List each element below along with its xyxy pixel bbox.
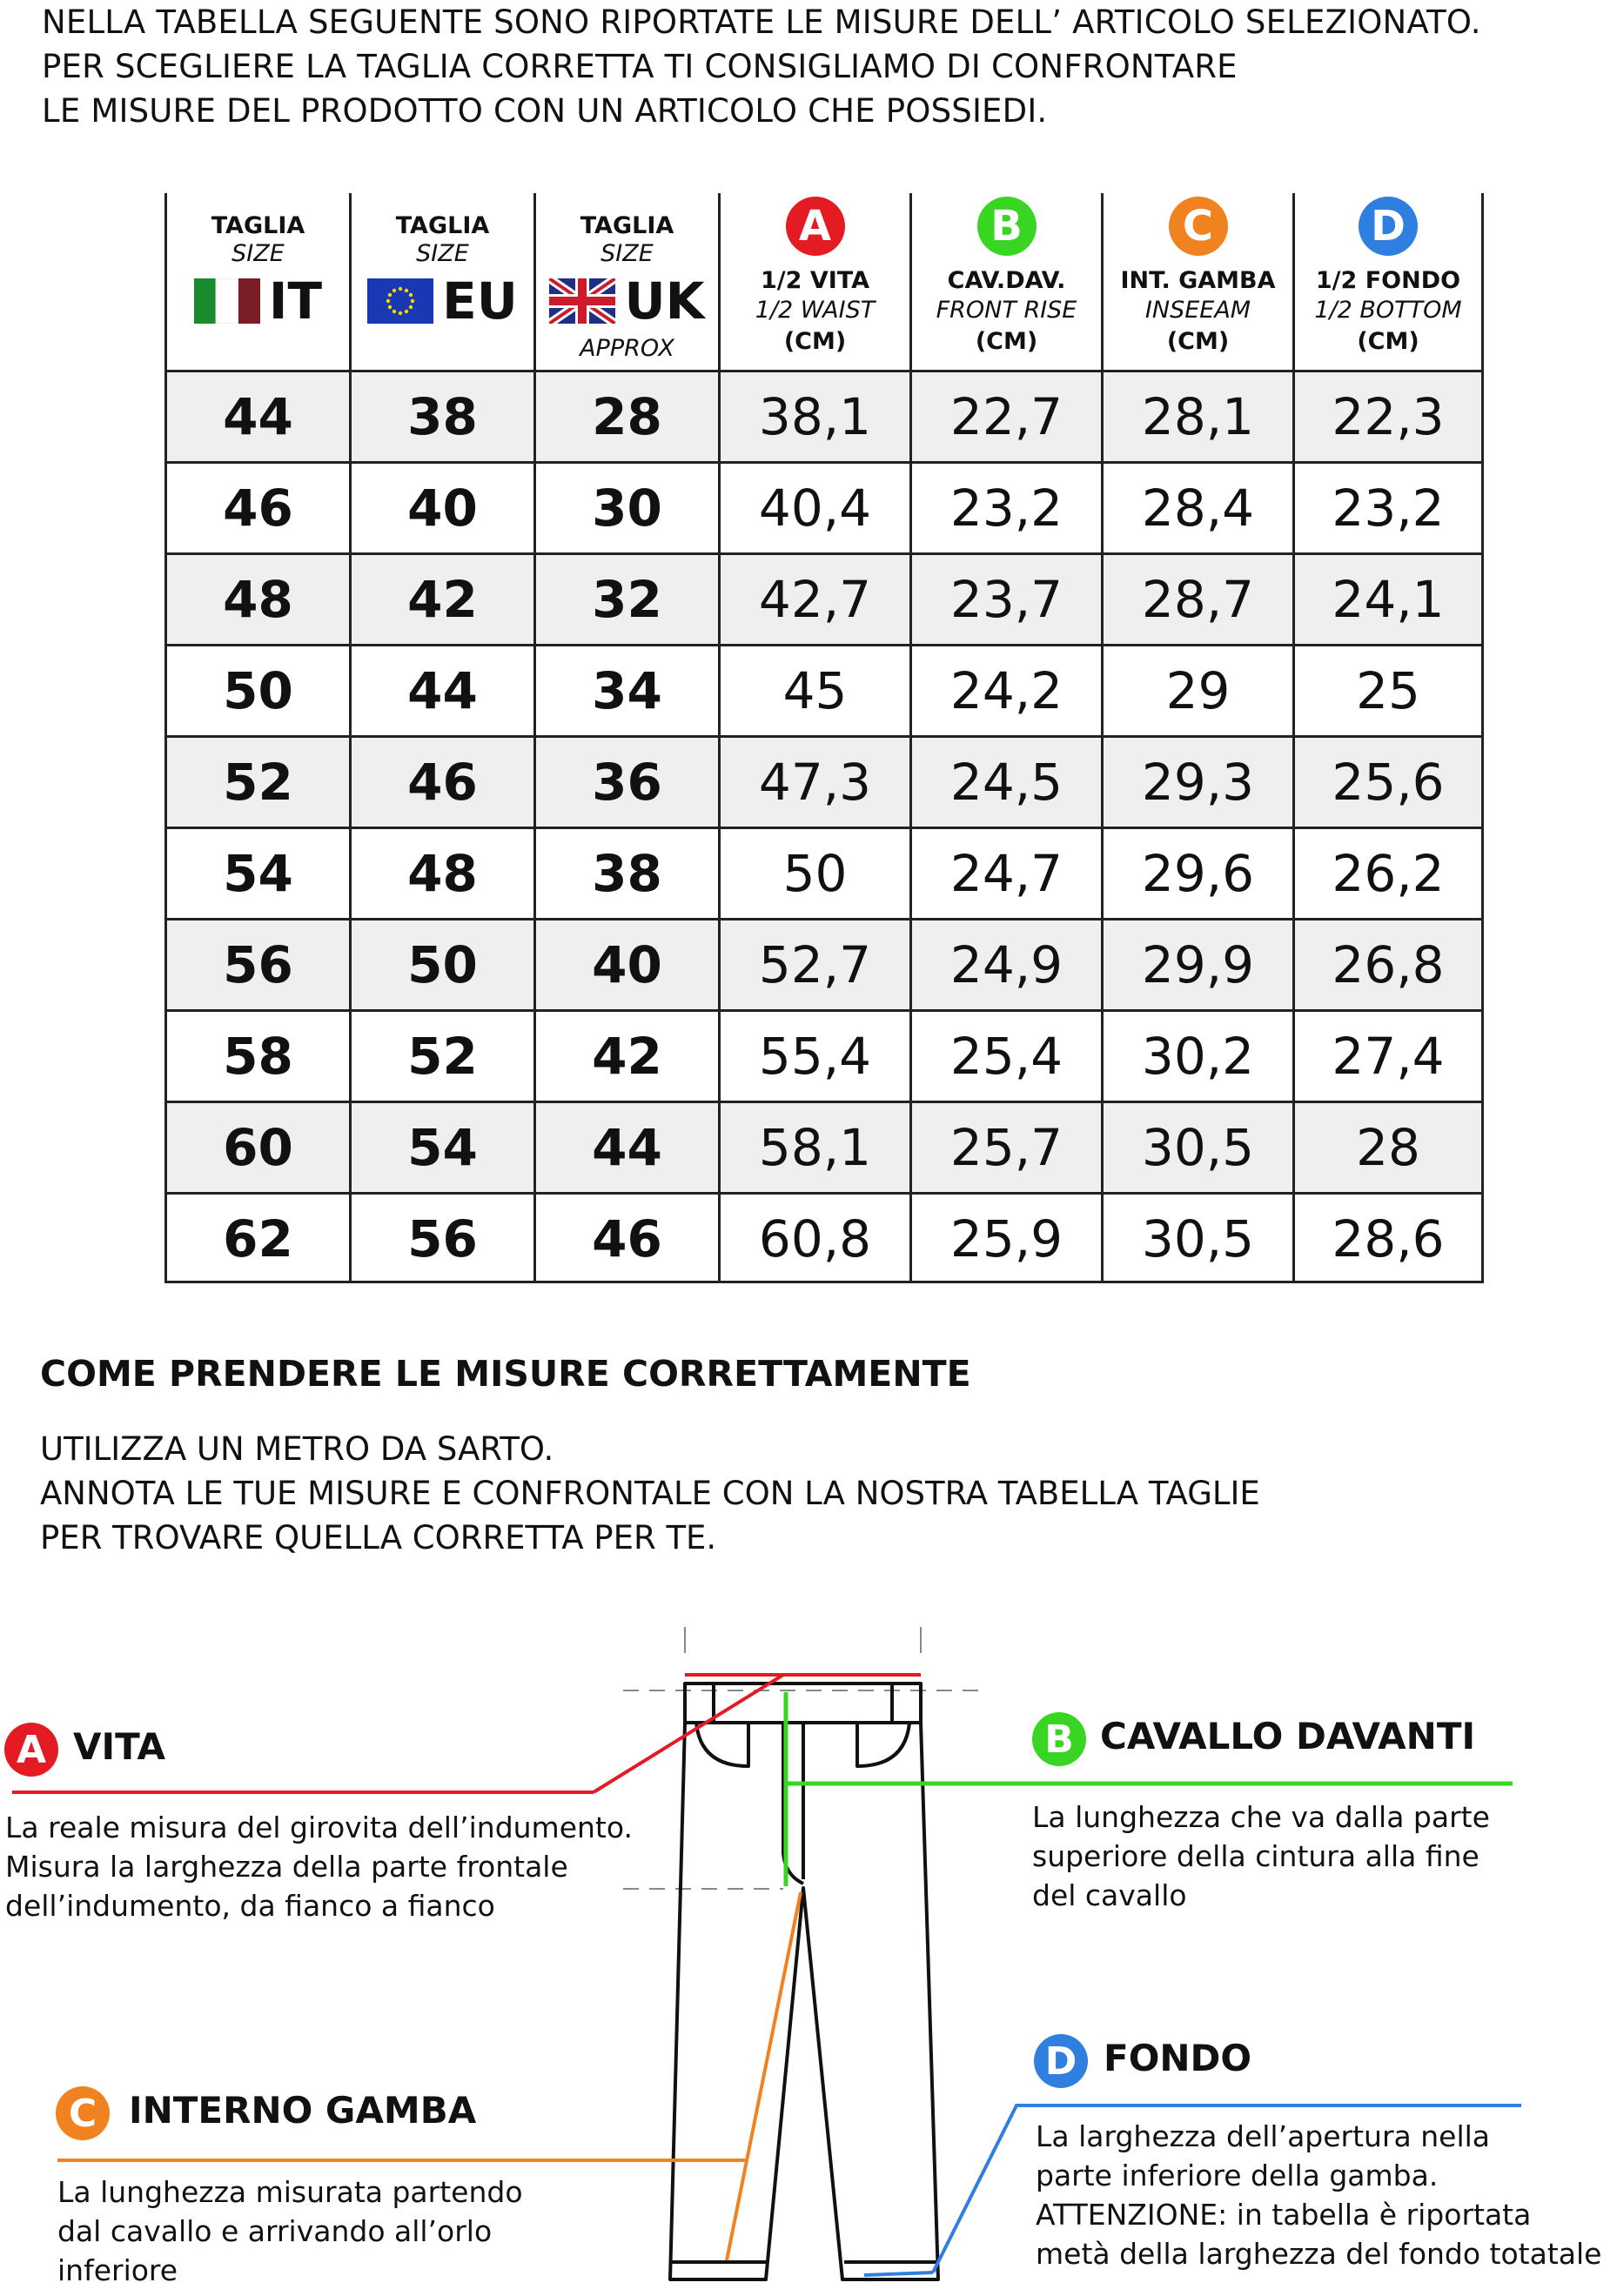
label-a-description	[5, 1808, 633, 1925]
cell-inseam: 30,2	[1101, 1012, 1292, 1101]
header-code-it: IT	[268, 271, 323, 331]
description-line: del cavallo	[1032, 1878, 1187, 1912]
cell-front-rise: 25,7	[909, 1103, 1101, 1192]
header-measure-unit: (CM)	[975, 328, 1038, 355]
cell-size-eu: 52	[349, 1012, 533, 1101]
description-line: La reale misura del girovita dell’indumento.	[5, 1811, 633, 1844]
cell-bottom: 22,3	[1292, 372, 1484, 461]
header-measure-name: INT. GAMBA	[1120, 267, 1276, 294]
badge-b: B	[977, 197, 1037, 256]
cell-size-eu: 46	[349, 738, 533, 827]
cell-waist: 52,7	[718, 920, 909, 1009]
label-d-title: FONDO	[1104, 2037, 1252, 2079]
header-taglia-label: TAGLIA	[211, 212, 305, 239]
header-measure-english: 1/2 BOTTOM	[1314, 297, 1462, 324]
header-size-label: SIZE	[416, 240, 469, 267]
intro-line: PER SCEGLIERE LA TAGLIA CORRETTA TI CONSIGLIAMO DI CONFRONTARE	[42, 48, 1238, 85]
cell-inseam: 29,6	[1101, 829, 1292, 918]
cell-size-eu: 42	[349, 555, 533, 644]
badge-a: A	[786, 197, 845, 256]
label-b-description	[1032, 1797, 1490, 1915]
cell-inseam: 28,7	[1101, 555, 1292, 644]
description-line: superiore della cintura alla fine	[1032, 1839, 1479, 1873]
cell-waist: 42,7	[718, 555, 909, 644]
cell-waist: 38,1	[718, 372, 909, 461]
label-b-title: CAVALLO DAVANTI	[1100, 1715, 1476, 1757]
cell-size-uk: 46	[533, 1195, 718, 1283]
badge-d: D	[1359, 197, 1418, 256]
header-approx-label: APPROX	[580, 335, 674, 362]
cell-size-uk: 28	[533, 372, 718, 461]
description-line: parte inferiore della gamba.	[1036, 2159, 1439, 2192]
how-to-line: ANNOTA LE TUE MISURE E CONFRONTALE CON LA NOSTRA TABELLA TAGLIE	[40, 1475, 1260, 1512]
cell-bottom: 24,1	[1292, 555, 1484, 644]
cell-size-it: 48	[164, 555, 349, 644]
label-c-title: INTERNO GAMBA	[129, 2089, 477, 2132]
description-line: La lunghezza misurata partendo	[57, 2175, 523, 2209]
cell-front-rise: 25,9	[909, 1195, 1101, 1283]
description-line: La larghezza dell’apertura nella	[1036, 2119, 1491, 2153]
cell-bottom: 25	[1292, 646, 1484, 735]
cell-front-rise: 25,4	[909, 1012, 1101, 1101]
cell-inseam: 29	[1101, 646, 1292, 735]
description-line: Misura la larghezza della parte frontale	[5, 1850, 568, 1884]
cell-size-it: 62	[164, 1195, 349, 1283]
label-a-title: VITA	[73, 1725, 166, 1768]
cell-size-eu: 50	[349, 920, 533, 1009]
description-line: ATTENZIONE: in tabella è riportata	[1036, 2198, 1532, 2232]
label-a-badge: A	[4, 1723, 58, 1777]
cell-waist: 60,8	[718, 1195, 909, 1283]
header-measure-english: FRONT RISE	[936, 297, 1077, 324]
cell-inseam: 28,1	[1101, 372, 1292, 461]
header-measure-unit: (CM)	[1357, 328, 1419, 355]
label-c-description	[57, 2172, 523, 2290]
cell-size-uk: 44	[533, 1103, 718, 1192]
pants-outline-icon	[670, 1684, 938, 2279]
cell-size-it: 44	[164, 372, 349, 461]
header-measure-name: CAV.DAV.	[947, 267, 1066, 294]
cell-size-eu: 56	[349, 1195, 533, 1283]
cell-size-it: 52	[164, 738, 349, 827]
cell-bottom: 25,6	[1292, 738, 1484, 827]
header-measure-name: 1/2 VITA	[761, 267, 869, 294]
cell-size-it: 60	[164, 1103, 349, 1192]
how-to-line: UTILIZZA UN METRO DA SARTO.	[40, 1430, 554, 1468]
cell-front-rise: 22,7	[909, 372, 1101, 461]
cell-inseam: 30,5	[1101, 1195, 1292, 1283]
cell-waist: 40,4	[718, 464, 909, 552]
cell-front-rise: 23,2	[909, 464, 1101, 552]
cell-size-it: 46	[164, 464, 349, 552]
cell-front-rise: 24,9	[909, 920, 1101, 1009]
cell-waist: 58,1	[718, 1103, 909, 1192]
intro-line: NELLA TABELLA SEGUENTE SONO RIPORTATE LE MISURE DELL’ ARTICOLO SELEZIONATO.	[42, 3, 1481, 41]
description-line: dell’indumento, da fianco a fianco	[5, 1889, 495, 1923]
cell-bottom: 23,2	[1292, 464, 1484, 552]
cell-size-it: 56	[164, 920, 349, 1009]
cell-size-uk: 34	[533, 646, 718, 735]
cell-size-eu: 40	[349, 464, 533, 552]
header-measure-unit: (CM)	[783, 328, 847, 355]
cell-inseam: 28,4	[1101, 464, 1292, 552]
cell-front-rise: 24,2	[909, 646, 1101, 735]
cell-size-uk: 38	[533, 829, 718, 918]
cell-waist: 45	[718, 646, 909, 735]
tick-marks	[685, 1627, 921, 1653]
header-measure-name: 1/2 FONDO	[1315, 267, 1461, 294]
header-measure-english: INSEEAM	[1144, 297, 1251, 324]
header-code-uk: UK	[624, 271, 705, 331]
cell-size-uk: 30	[533, 464, 718, 552]
description-line: inferiore	[57, 2253, 178, 2287]
cell-inseam: 30,5	[1101, 1103, 1292, 1192]
header-measure-english: 1/2 WAIST	[755, 297, 876, 324]
cell-bottom: 28,6	[1292, 1195, 1484, 1283]
header-measure-unit: (CM)	[1166, 328, 1230, 355]
cell-bottom: 28	[1292, 1103, 1484, 1192]
cell-front-rise: 23,7	[909, 555, 1101, 644]
cell-size-eu: 54	[349, 1103, 533, 1192]
badge-c: C	[1169, 197, 1228, 256]
description-line: La lunghezza che va dalla parte	[1032, 1800, 1490, 1834]
cell-bottom: 26,8	[1292, 920, 1484, 1009]
cell-waist: 55,4	[718, 1012, 909, 1101]
header-size-label: SIZE	[601, 240, 654, 267]
cell-inseam: 29,9	[1101, 920, 1292, 1009]
label-d-description	[1036, 2117, 1601, 2273]
cell-bottom: 27,4	[1292, 1012, 1484, 1101]
cell-size-uk: 40	[533, 920, 718, 1009]
label-c-badge: C	[56, 2086, 110, 2140]
description-line: dal cavallo e arrivando all’orlo	[57, 2214, 493, 2248]
cell-size-eu: 48	[349, 829, 533, 918]
label-d-badge: D	[1034, 2034, 1088, 2088]
cell-size-uk: 36	[533, 738, 718, 827]
description-line: metà della larghezza del fondo totatale	[1036, 2237, 1602, 2271]
cell-size-it: 54	[164, 829, 349, 918]
cell-size-uk: 32	[533, 555, 718, 644]
cell-inseam: 29,3	[1101, 738, 1292, 827]
cell-size-it: 58	[164, 1012, 349, 1101]
header-taglia-label: TAGLIA	[580, 212, 674, 239]
header-taglia-label: TAGLIA	[395, 212, 490, 239]
cell-bottom: 26,2	[1292, 829, 1484, 918]
how-to-title: COME PRENDERE LE MISURE CORRETTAMENTE	[40, 1353, 971, 1395]
cell-front-rise: 24,5	[909, 738, 1101, 827]
intro-line: LE MISURE DEL PRODOTTO CON UN ARTICOLO CHE POSSIEDI.	[42, 92, 1048, 130]
cell-waist: 47,3	[718, 738, 909, 827]
cell-size-eu: 38	[349, 372, 533, 461]
header-code-eu: EU	[442, 271, 518, 331]
cell-front-rise: 24,7	[909, 829, 1101, 918]
cell-size-it: 50	[164, 646, 349, 735]
label-b-badge: B	[1032, 1712, 1086, 1766]
cell-size-uk: 42	[533, 1012, 718, 1101]
how-to-line: PER TROVARE QUELLA CORRETTA PER TE.	[40, 1519, 717, 1556]
cell-waist: 50	[718, 829, 909, 918]
header-size-label: SIZE	[231, 240, 285, 267]
cell-size-eu: 44	[349, 646, 533, 735]
